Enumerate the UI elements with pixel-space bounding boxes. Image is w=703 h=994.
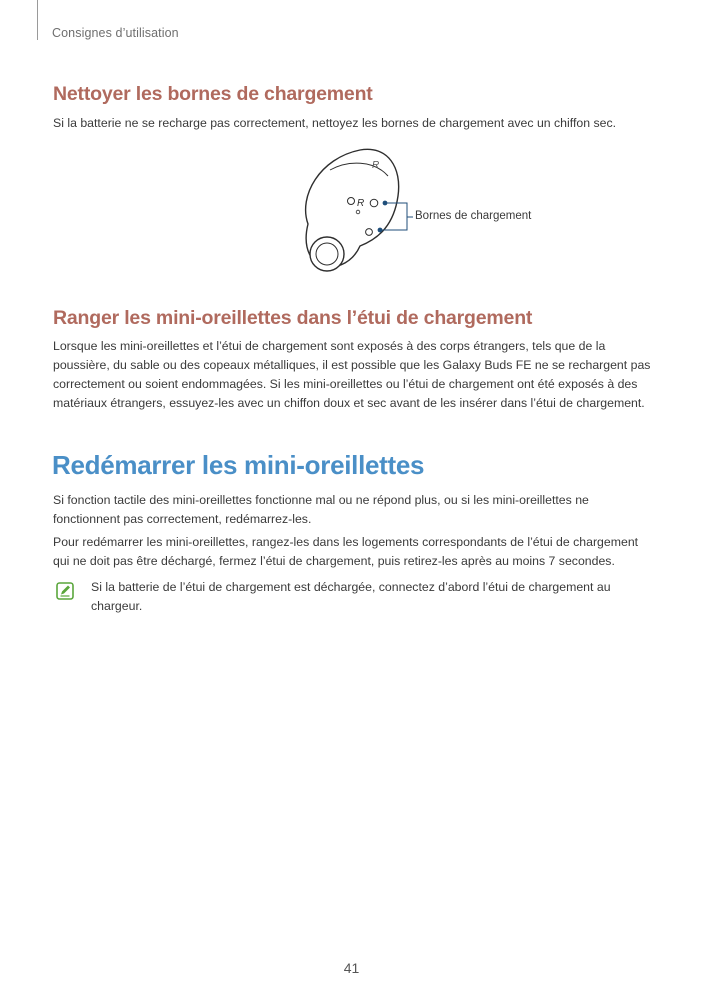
paragraph-restart-2: Pour redémarrer les mini-oreillettes, rangez-les dans les logements correspondants de l’étui de chargement qui ne doit pas être déchargé, fermez l’étui de chargement, puis retirez-les après au moins 7 secondes. [53, 535, 639, 568]
callout-dot-top [383, 201, 388, 206]
charging-terminal-top [370, 199, 378, 207]
page-number: 41 [343, 960, 360, 976]
charging-terminal-bottom [366, 229, 373, 236]
ear-tip-inner [316, 243, 338, 265]
heading-store-earbuds: Ranger les mini-oreillettes dans l’étui de chargement [53, 307, 533, 329]
sensor-left [348, 198, 355, 205]
note-text: Si la batterie de l’étui de chargement est déchargée, connectez d’abord l’étui de chargement au chargeur. [91, 580, 611, 613]
note-icon [56, 582, 74, 600]
callout-label: Bornes de chargement [415, 210, 532, 222]
paragraph-restart-1: Si fonction tactile des mini-oreillettes fonctionne mal ou ne répond plus, ou si les mini-oreillettes ne fonctionnent pas correctement, redémarrez-les. [53, 493, 589, 526]
margin-rule [37, 0, 38, 40]
heading-clean-terminals: Nettoyer les bornes de chargement [53, 83, 373, 105]
running-header: Consignes d’utilisation [52, 26, 179, 40]
earbud-illustration [290, 146, 550, 272]
heading-restart-earbuds: Redémarrer les mini-oreillettes [52, 450, 425, 480]
earbud-mark-side: R [357, 198, 365, 209]
paragraph-clean-terminals: Si la batterie ne se recharge pas correctement, nettoyez les bornes de chargement avec un chiffon sec. [53, 116, 617, 130]
earbud-mark-top: R [372, 160, 380, 171]
small-hole [356, 210, 360, 214]
callout-dot-bottom [378, 228, 383, 233]
paragraph-store-earbuds: Lorsque les mini-oreillettes et l’étui de chargement sont exposés à des corps étrangers, tels que de la poussière, du sable ou des copeaux métalliques, il est possible que les Galaxy Buds FE ne se rechargent pas correctement ou soient endommagées. Si les mini-oreillettes ou l’étui de chargement ont été exposés à des matériaux étrangers, essuyez-les avec un chiffon doux et sec avant de les insérer dans l’étui de chargement. [53, 339, 651, 410]
